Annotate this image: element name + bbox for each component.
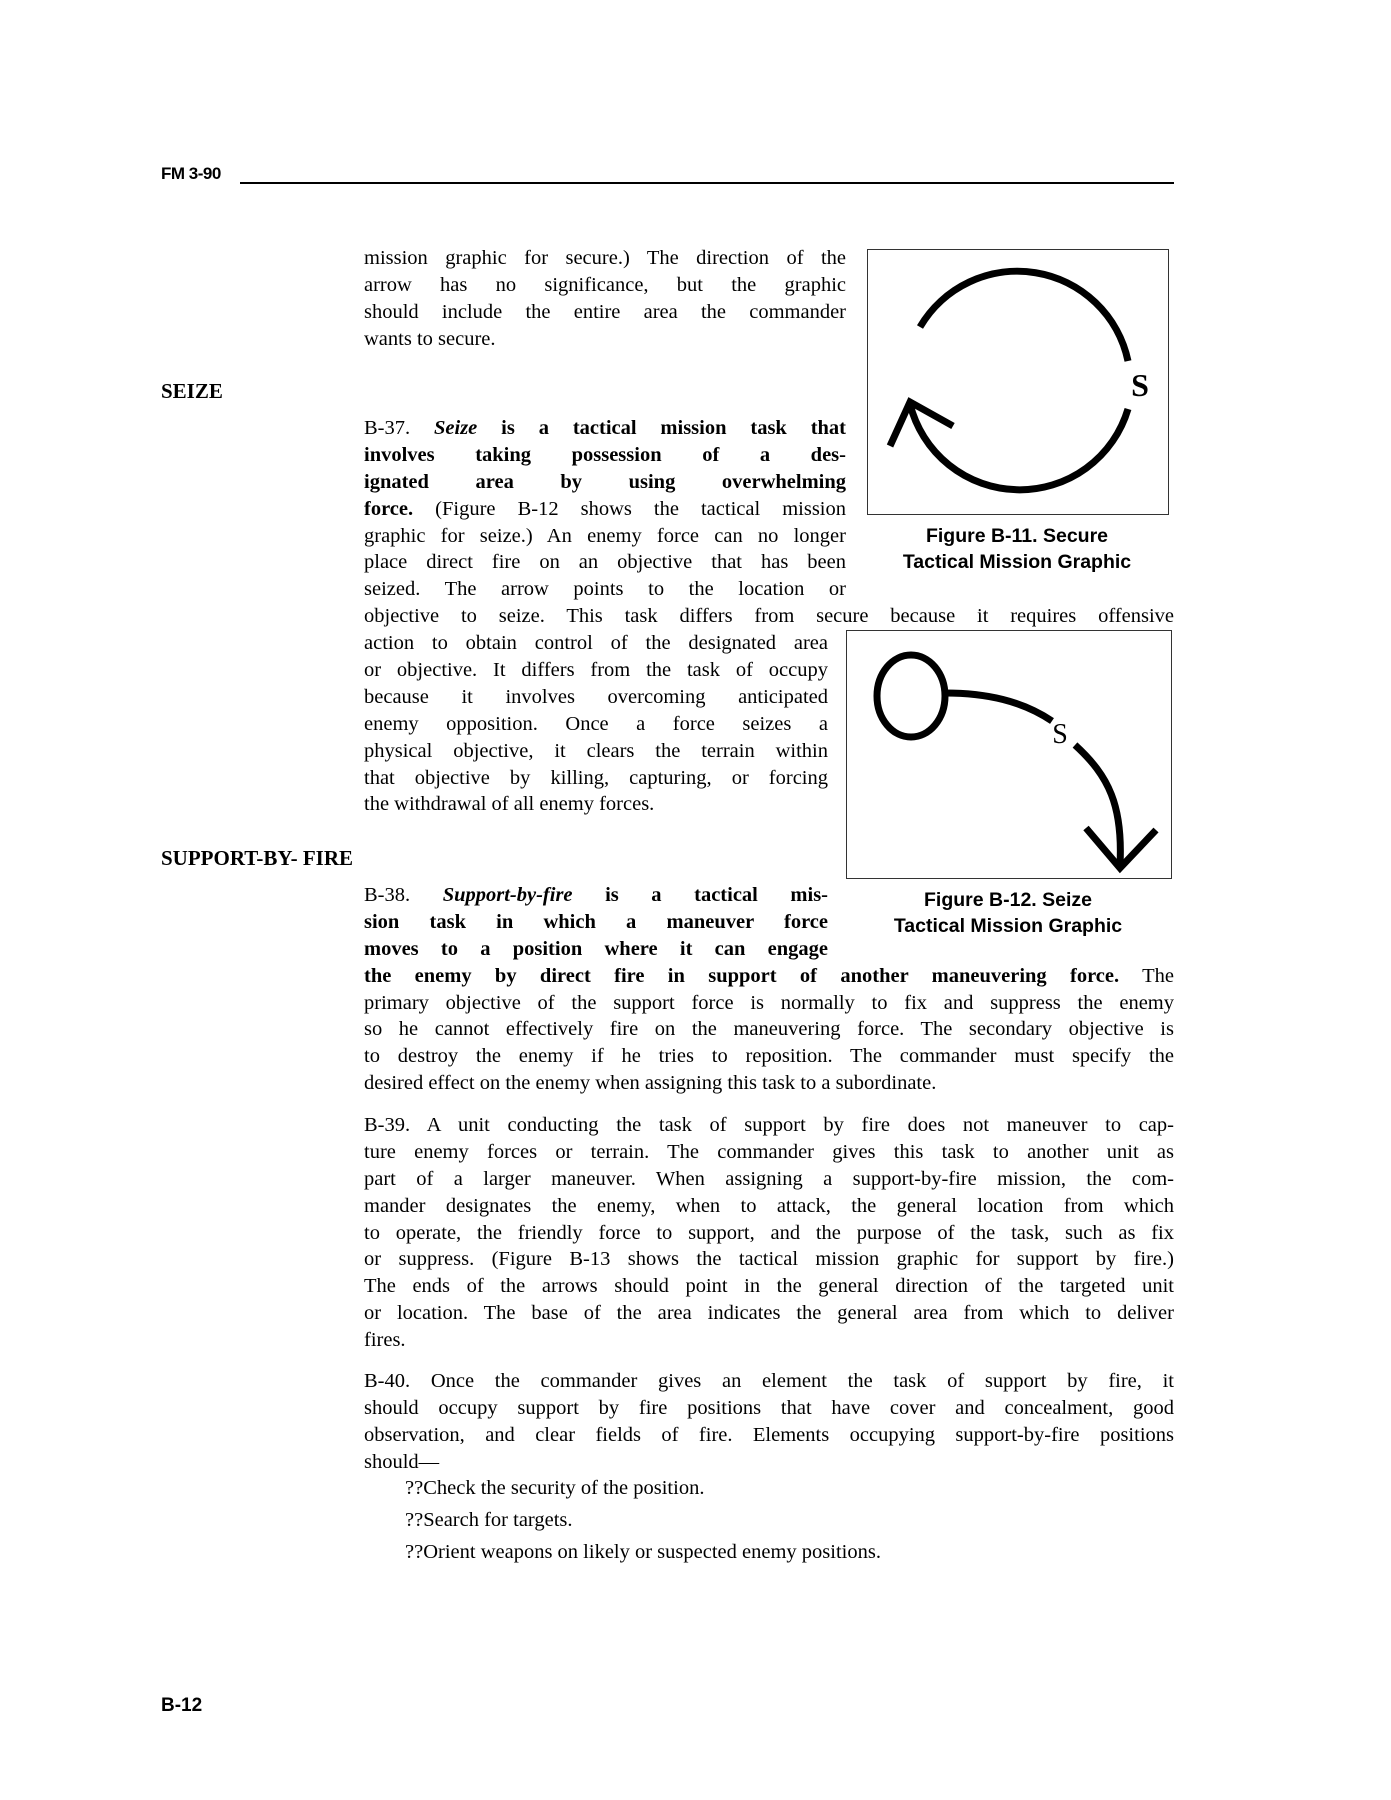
figure-label: S <box>1131 367 1149 403</box>
text-run: mission graphic for secure.) The direction of the <box>364 247 846 269</box>
text-line <box>364 1070 1174 1097</box>
bullet-item: ??Search for targets. <box>405 1509 573 1531</box>
text-line <box>364 936 828 963</box>
caption-line: Tactical Mission Graphic <box>893 915 1123 937</box>
text-run: or location. The base of the area indicates the general area from which to deliver <box>364 1302 1174 1325</box>
text-line <box>364 791 828 818</box>
text-run: primary objective of the support force is normally to fix and suppress the enemy <box>364 991 1174 1014</box>
emphasis-run: involves taking possession of a des- <box>364 443 846 466</box>
text-line <box>364 738 828 765</box>
text-run: to destroy the enemy if he tries to reposition. The commander must specify the <box>364 1045 1174 1068</box>
text-run: enemy opposition. Once a force seizes a <box>364 712 828 735</box>
text-line <box>364 711 828 738</box>
section-heading-seize: SEIZE <box>161 379 223 403</box>
text-line <box>364 442 846 469</box>
text-run: or objective. It differs from the task of occupy <box>364 659 828 682</box>
text-line <box>364 1395 1174 1422</box>
text-line <box>364 603 1174 630</box>
section-heading-support-by-fire: SUPPORT-BY- FIRE <box>161 846 353 870</box>
figure-b11-caption <box>867 523 1167 575</box>
text-run: so he cannot effectively fire on the maneuvering force. The secondary objective is <box>364 1018 1174 1041</box>
text-line <box>364 496 846 523</box>
figure-b12-seize-graphic <box>846 630 1172 879</box>
bullet-item: ??Orient weapons on likely or suspected enemy positions. <box>405 1541 881 1563</box>
header-rule <box>240 182 1174 184</box>
text-run: fires. <box>364 1329 406 1352</box>
text-run: part of a larger maneuver. When assigning a support-by-fire mission, the com- <box>364 1167 1174 1190</box>
text-line <box>364 990 1174 1017</box>
seize-arrow-icon <box>847 631 1171 878</box>
text-run: graphic for seize.) An enemy force can no longer <box>364 524 846 547</box>
text-run: to operate, the friendly force to support, and the purpose of the task, such as fix <box>364 1221 1174 1244</box>
text-line <box>364 549 846 576</box>
emphasis-run: Support-by-fire <box>442 884 573 906</box>
bullet-list <box>405 1472 881 1568</box>
emphasis-run: sion task in which a maneuver force <box>364 910 828 933</box>
text-line <box>364 576 846 603</box>
caption-line: Figure B-12. Seize <box>924 889 1092 911</box>
text-line <box>364 657 828 684</box>
secure-circular-arrow-icon <box>868 250 1168 514</box>
text-line <box>364 415 846 442</box>
bullet-item: ??Check the security of the position. <box>405 1477 705 1499</box>
text-line <box>364 909 828 936</box>
caption-line: Tactical Mission Graphic <box>902 551 1132 573</box>
text-line <box>364 1300 1174 1327</box>
text-run: (Figure B-12 shows the tactical mission <box>413 497 846 520</box>
text-line <box>364 1193 1174 1220</box>
text-line <box>364 1139 1174 1166</box>
emphasis-run: force. <box>364 497 414 520</box>
text-line <box>364 326 846 353</box>
paragraph-b40 <box>364 1368 1174 1476</box>
text-line <box>364 765 828 792</box>
text-line <box>364 1220 1174 1247</box>
text-run: that objective by killing, capturing, or forcing <box>364 766 828 789</box>
paragraph-secure-tail <box>364 245 846 353</box>
emphasis-run: ignated area by using overwhelming <box>364 470 846 493</box>
text-run: B-39. A unit conducting the task of support by fire does not maneuver to cap- <box>364 1114 1174 1136</box>
text-line <box>364 299 846 326</box>
text-line <box>364 1273 1174 1300</box>
text-line <box>364 1016 1174 1043</box>
text-line <box>364 630 828 657</box>
text-run: The <box>1119 964 1174 987</box>
text-line <box>364 963 1174 990</box>
emphasis-run: is a tactical mis- <box>572 884 828 906</box>
text-line <box>364 1112 1174 1139</box>
text-run: B-37. <box>364 417 434 439</box>
text-run: B-38. <box>364 884 443 906</box>
figure-b11-secure-graphic <box>867 249 1169 515</box>
text-run: B-40. Once the commander gives an element the task of support by fire, it <box>364 1370 1174 1392</box>
emphasis-run: Seize <box>434 417 478 439</box>
text-line <box>364 882 828 909</box>
text-line <box>364 523 846 550</box>
text-line <box>364 1043 1174 1070</box>
text-run: observation, and clear fields of fire. Elements occupying support-by-fire positions <box>364 1423 1174 1446</box>
running-header: FM 3-90 <box>161 164 221 183</box>
text-run: because it involves overcoming anticipated <box>364 685 828 708</box>
figure-b12-caption <box>846 887 1170 939</box>
emphasis-run: is a tactical mission task that <box>477 417 847 439</box>
text-run: physical objective, it clears the terrain within <box>364 739 828 762</box>
text-run: objective to seize. This task differs from secure because it requires offensive <box>364 605 1174 628</box>
page-number: B-12 <box>161 1695 203 1716</box>
text-run: desired effect on the enemy when assigning this task to a subordinate. <box>364 1072 937 1095</box>
emphasis-run: the enemy by direct fire in support of another maneuvering force. <box>364 964 1120 987</box>
text-run: place direct fire on an objective that has been <box>364 551 846 574</box>
text-line <box>364 272 846 299</box>
text-run: should— <box>364 1450 440 1473</box>
text-line <box>364 1327 1174 1354</box>
caption-line: Figure B-11. Secure <box>925 525 1109 547</box>
figure-label: S <box>1052 719 1068 750</box>
text-line <box>364 1422 1174 1449</box>
text-run: arrow has no significance, but the graphic <box>364 273 846 296</box>
text-run: ture enemy forces or terrain. The commander gives this task to another unit as <box>364 1140 1174 1163</box>
text-line <box>364 1166 1174 1193</box>
text-line <box>364 684 828 711</box>
text-run: seized. The arrow points to the location or <box>364 578 846 601</box>
emphasis-run: moves to a position where it can engage <box>364 937 828 960</box>
text-line <box>364 1246 1174 1273</box>
text-run: should include the entire area the commander <box>364 300 846 323</box>
text-line <box>364 469 846 496</box>
text-run: wants to secure. <box>364 327 496 350</box>
text-run: the withdrawal of all enemy forces. <box>364 793 655 816</box>
text-line <box>364 1368 1174 1395</box>
text-run: action to obtain control of the designated area <box>364 632 828 655</box>
text-run: or suppress. (Figure B-13 shows the tactical mission graphic for support by fire.) <box>364 1248 1174 1271</box>
text-run: should occupy support by fire positions that have cover and concealment, good <box>364 1396 1174 1419</box>
paragraph-b39 <box>364 1112 1174 1354</box>
text-line <box>364 245 846 272</box>
text-run: The ends of the arrows should point in the general direction of the targeted unit <box>364 1275 1174 1298</box>
text-run: mander designates the enemy, when to attack, the general location from which <box>364 1194 1174 1217</box>
